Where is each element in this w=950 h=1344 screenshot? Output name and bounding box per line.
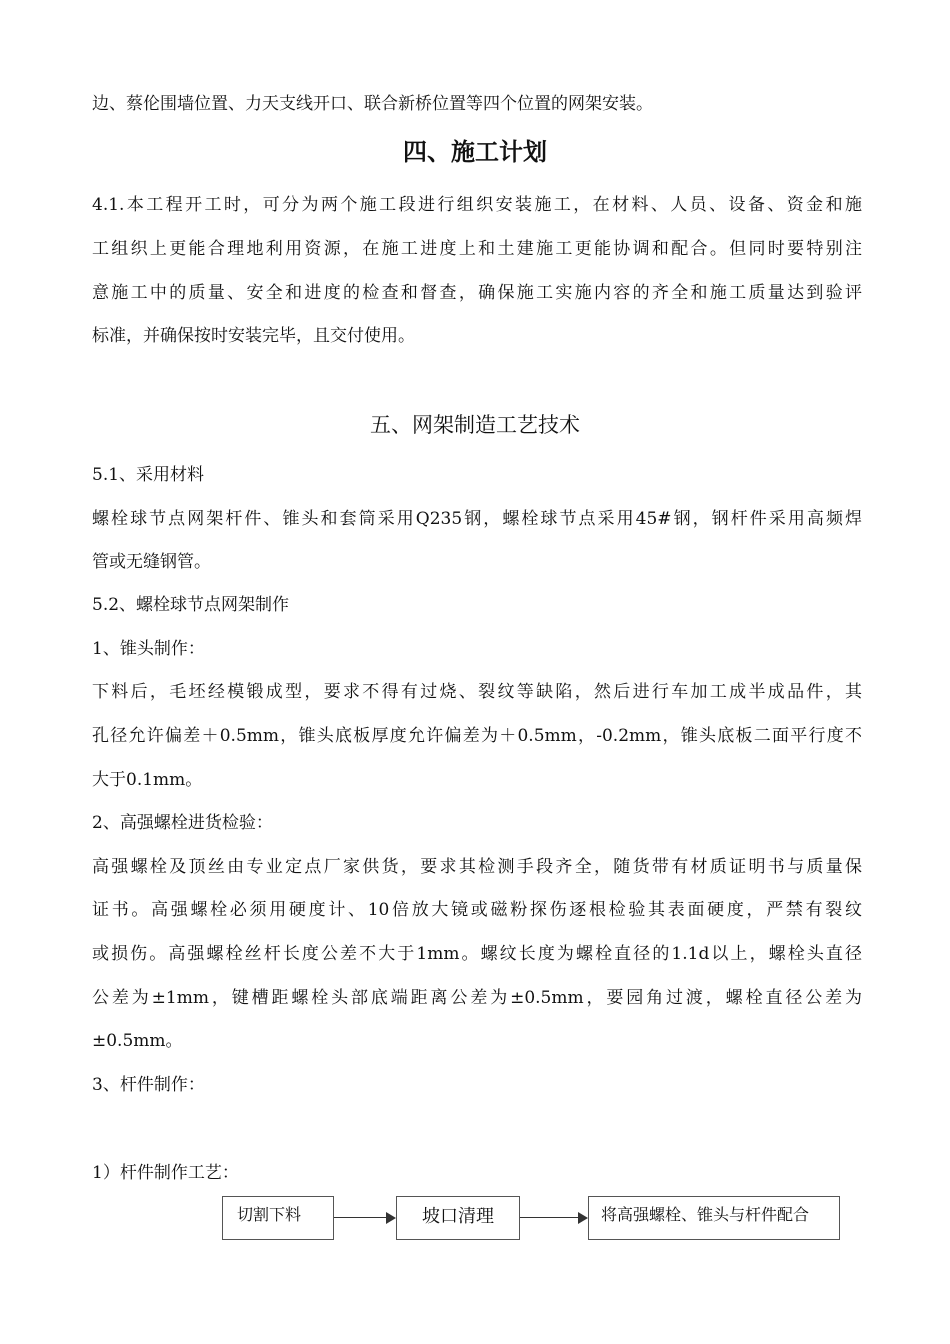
item-1-line: 下料后，毛坯经模锻成型，要求不得有过烧、裂纹等缺陷，然后进行车加工成半成品件，其 xyxy=(92,682,862,702)
subsection-5-2-heading: 5.2、螺栓球节点网架制作 xyxy=(92,595,290,615)
section-4-para-line: 工组织上更能合理地利用资源，在施工进度上和土建施工更能协调和配合。但同时要特别注 xyxy=(92,239,862,259)
section-5-title: 五、网架制造工艺技术 xyxy=(370,413,580,437)
flow-step-bevel: 坡口清理 xyxy=(396,1196,520,1240)
subsection-5-1-heading: 5.1、采用材料 xyxy=(92,465,205,485)
item-2-line: 高强螺栓及顶丝由专业定点厂家供货，要求其检测手段齐全，随货带有材质证明书与质量保 xyxy=(92,857,862,877)
item-1-heading: 1、锥头制作： xyxy=(92,639,205,659)
item-3-heading: 3、杆件制作： xyxy=(92,1075,205,1095)
flow-arrow xyxy=(520,1212,588,1224)
process-heading: 1）杆件制作工艺： xyxy=(92,1163,239,1183)
item-2-line: 或损伤。高强螺栓丝杆长度公差不大于1mm。螺纹长度为螺栓直径的1.1d以上，螺栓头直径 xyxy=(92,944,862,964)
item-1-line: 孔径允许偏差＋0.5mm，锥头底板厚度允许偏差为＋0.5mm，-0.2mm，锥头底板二面平行度不 xyxy=(92,726,862,746)
item-2-line: ±0.5mm。 xyxy=(92,1031,183,1051)
subsection-5-1-line: 螺栓球节点网架杆件、锥头和套筒采用Q235钢，螺栓球节点采用45#钢，钢杆件采用高频焊 xyxy=(92,509,862,529)
item-1-line: 大于0.1mm。 xyxy=(92,770,203,790)
section-4-para-line: 标准，并确保按时安装完毕，且交付使用。 xyxy=(92,326,415,346)
item-2-line: 公差为±1mm，键槽距螺栓头部底端距离公差为±0.5mm，要园角过渡，螺栓直径公差为 xyxy=(92,988,862,1008)
section-4-title: 四、施工计划 xyxy=(403,137,547,166)
subsection-5-1-line: 管或无缝钢管。 xyxy=(92,552,211,572)
flow-arrow xyxy=(334,1212,396,1224)
section-4-para-line: 4.1.本工程开工时，可分为两个施工段进行组织安装施工，在材料、人员、设备、资金和施 xyxy=(92,195,862,215)
flow-step-assemble: 将高强螺栓、锥头与杆件配合 xyxy=(588,1196,840,1240)
item-2-heading: 2、高强螺栓进货检验： xyxy=(92,813,273,833)
item-2-line: 证书。高强螺栓必须用硬度计、10倍放大镜或磁粉探伤逐根检验其表面硬度，严禁有裂纹 xyxy=(92,900,862,920)
intro-line: 边、蔡伦围墙位置、力天支线开口、联合新桥位置等四个位置的网架安装。 xyxy=(92,94,653,114)
flow-step-cut: 切割下料 xyxy=(222,1196,334,1240)
section-4-para-line: 意施工中的质量、安全和进度的检查和督查，确保施工实施内容的齐全和施工质量达到验评 xyxy=(92,283,862,303)
